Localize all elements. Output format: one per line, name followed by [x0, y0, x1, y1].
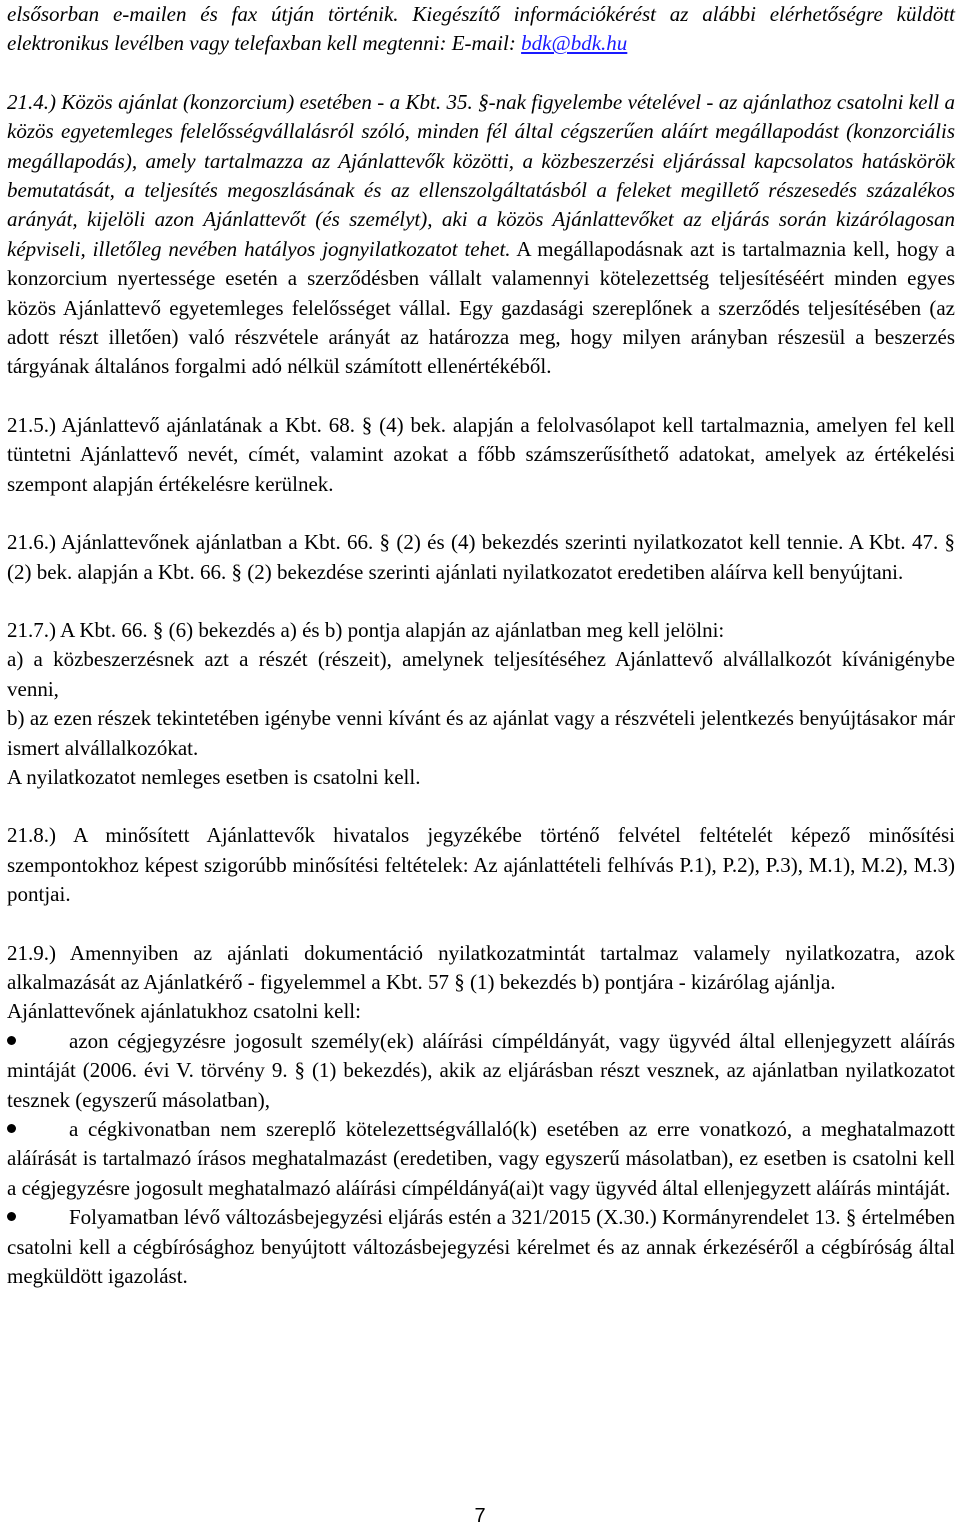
bullet-text: a cégkivonatban nem szereplő kötelezettségvállaló(k) esetében az erre vonatkozó, a meghatalmazott aláírását is tartalmazó írásos meghatalmazást (eredetiben, vagy egyszerű másolatban), ez esetben is csatolni kell a cégjegyzésre jogosult meghatalmazó aláírási címpéldányá(ai)t vagy ügyvéd által ellenjegyzett aláírás mintáját. — [7, 1117, 955, 1200]
bullet-item — [7, 1115, 955, 1203]
section-21-4-rest: A megállapodásnak azt is tartalmaznia kell, hogy a konzorcium nyertessége esetén a szerződésben vállalt valamennyi kötelezettség teljesítéséért minden egyes közös Ajánlattevő egyetemleges felelősséget vállal. Egy gazdasági szereplőnek a szerződés teljesítésében (az adott részt illetően) való részvétele arányát az határozza meg, hogy milyen arányban részesül a beszerzés tárgyának általános forgalmi adó nélkül számított ellenértékéből. — [7, 236, 955, 379]
bullet-text: azon cégjegyzésre jogosult személy(ek) aláírási címpéldányát, vagy ügyvéd által ellenjegyzett aláírás mintáját (2006. évi V. törvény 9. § (1) bekezdés), akik az eljárásban részt vesznek, az ajánlatban nyilatkozatot tesznek (egyszerű másolatban), — [7, 1028, 955, 1112]
section-21-7-line: A nyilatkozatot nemleges esetben is csatolni kell. — [7, 764, 421, 789]
section-21-7-line: a) a közbeszerzésnek azt a részét (részeit), amelynek teljesítéséhez Ajánlattevő alvállalkozót kívánigénybe venni, — [7, 647, 955, 701]
section-21-7-line: 21.7.) A Kbt. 66. § (6) bekezdés a) és b) pontja alapján az ajánlatban meg kell jelölni: — [7, 617, 725, 642]
email-link[interactable]: bdk@bdk.hu — [521, 31, 628, 56]
section-21-4 — [7, 88, 955, 382]
page-number: 7 — [474, 1505, 486, 1527]
contact-text: elsősorban e-mailen és fax útján történik. Kiegészítő információkérést az alábbi elérhetőségre küldött elektronikus levélben vagy telefaxban kell megtenni: E-mail: — [7, 2, 955, 56]
section-21-9-intro: 21.9.) Amennyiben az ajánlati dokumentáció nyilatkozatmintát tartalmaz valamely nyilatkozatra, azok alkalmazását az Ajánlatkérő - figyelemmel a Kbt. 57 § (1) bekezdés b) pontjára - kizárólag ajánlja. — [7, 940, 955, 994]
bullet-item — [7, 1203, 955, 1291]
section-21-9-attach-label: Ajánlattevőnek ajánlatukhoz csatolni kell: — [7, 999, 361, 1024]
section-21-7-line: b) az ezen részek tekintetében igénybe venni kívánt és az ajánlat vagy a részvételi jelentkezés benyújtásakor már ismert alvállalkozókat. — [7, 706, 955, 760]
bullet-item — [7, 1027, 955, 1115]
paragraph-contact — [7, 0, 955, 59]
section-21-8: 21.8.) A minősített Ajánlattevők hivatalos jegyzékébe történő felvétel feltételét képező minősítési szempontokhoz képest szigorúbb minősítési feltételek: Az ajánlattételi felhívás P.1), P.2), P.3), M.1), M.2), M.3) pontjai. — [7, 823, 955, 907]
section-21-4-lead: 21.4.) Közös ajánlat (konzorcium) esetében - a Kbt. 35. §-nak figyelembe vételével - az ajánlathoz csatolni kell a közös egyetemleges felelősségvállalásról szóló, minden fél által cégszerűen aláírt megállapodást (konzorciális megállapodás), amely tartalmazza az Ajánlattevők közötti, a közbeszerzési eljárással kapcsolatos hatáskörök bemutatását, a teljesítés megoszlásának és az ellenszolgáltatásból a feleket megillető részesedés százalékos arányát, kijelöli azon Ajánlattevőt (és személyt), aki a közös Ajánlattevőket az eljárás során kizárólagosan képviseli, illetőleg nevében hatályos jognyilatkozatot tehet. — [7, 89, 955, 261]
document-page — [7, 0, 955, 1291]
bullet-text: Folyamatban lévő változásbejegyzési eljárás estén a 321/2015 (X.30.) Kormányrendelet 13. § értelmében csatolni kell a cégbírósághoz benyújtott változásbejegyzési kérelmet és az annak érkezéséről a cégbíróság által megküldött igazolást. — [7, 1205, 955, 1289]
section-21-6: 21.6.) Ajánlattevőnek ajánlatban a Kbt. 66. § (2) és (4) bekezdés szerinti nyilatkozatot kell tennie. A Kbt. 47. § (2) bek. alapján a Kbt. 66. § (2) bekezdése szerinti ajánlati nyilatkozatot eredetiben aláírva kell benyújtani. — [7, 530, 955, 584]
section-21-5: 21.5.) Ajánlattevő ajánlatának a Kbt. 68. § (4) bek. alapján a felolvasólapot kell tartalmaznia, amelyen fel kell tüntetni Ajánlattevő nevét, címét, valamint azokat a főbb számszerűsíthető adatokat, amelyek az értékelési szempont alapján értékelésre kerülnek. — [7, 412, 955, 496]
